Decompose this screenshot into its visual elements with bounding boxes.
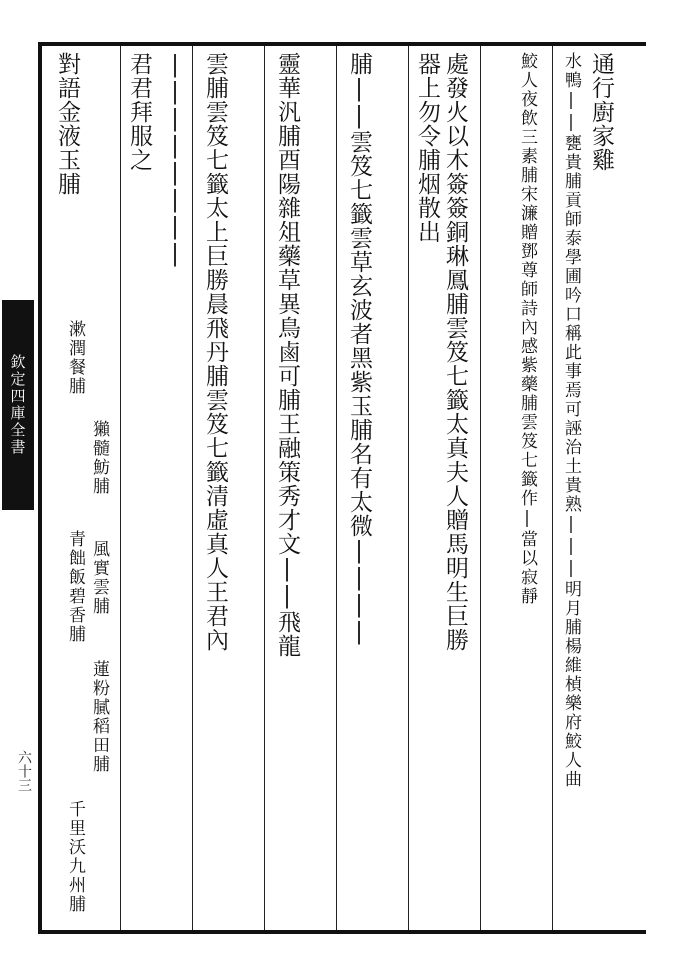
column-divider [480, 46, 481, 930]
bottom-border [38, 930, 646, 934]
page-number: 六十三 [16, 750, 32, 792]
column-divider [120, 46, 121, 930]
column-divider [336, 46, 337, 930]
duiyu-pair-4: 青飿飯碧香脯 [65, 530, 85, 644]
text-column-4: 處發火以木簽簽銅琳鳳脯雲笈七籤太真夫人贈馬明生巨勝 [442, 52, 468, 652]
text-column-2: 水鴨||甕貴脯貢師泰學圃吟口稱此事焉可誣治土貴熟|||明月脯楊維楨樂府鮫人曲 [561, 52, 581, 789]
column-divider [552, 46, 553, 930]
top-border [38, 42, 646, 46]
column-divider [264, 46, 265, 930]
text-column-6: 脯||雲笈七籤雲草玄波者黑紫玉脯名有太微|||| [346, 52, 372, 646]
duiyu-pair-3: 獺髓魴脯 [89, 420, 109, 496]
text-column-1: 通行廚家雞 [588, 52, 614, 172]
duiyu-pair-6: 千里沃九州脯 [65, 800, 85, 914]
left-border [38, 44, 42, 932]
text-column-5: 器上勿令脯烟散出 [414, 52, 440, 244]
text-column-9: |||||||| [162, 52, 188, 268]
duiyu-pair-1: 風實雲脯 [89, 540, 109, 616]
text-column-7: 靈華汎脯酉陽雜俎藥草異鳥鹵可脯王融策秀才文||飛龍 [274, 52, 300, 658]
margin-title: 欽定四庫全書 [2, 300, 34, 510]
duiyu-pair-2: 漱潤餐脯 [65, 320, 85, 396]
column-divider [408, 46, 409, 930]
text-column-10: 君君拜服之 [126, 52, 152, 172]
duiyu-heading: 對語金液玉脯 [54, 52, 80, 196]
duiyu-pair-5: 蓮粉膩稻田脯 [89, 660, 109, 774]
column-divider [192, 46, 193, 930]
text-column-8: 雲脯雲笈七籤太上巨勝晨飛丹脯雲笈七籤清虛真人王君內 [202, 52, 228, 652]
text-column-3: 鮫人夜飲三素脯宋濂贈鄧尊師詩內感紫藥脯雲笈七籤作|當以寂靜 [517, 52, 537, 606]
